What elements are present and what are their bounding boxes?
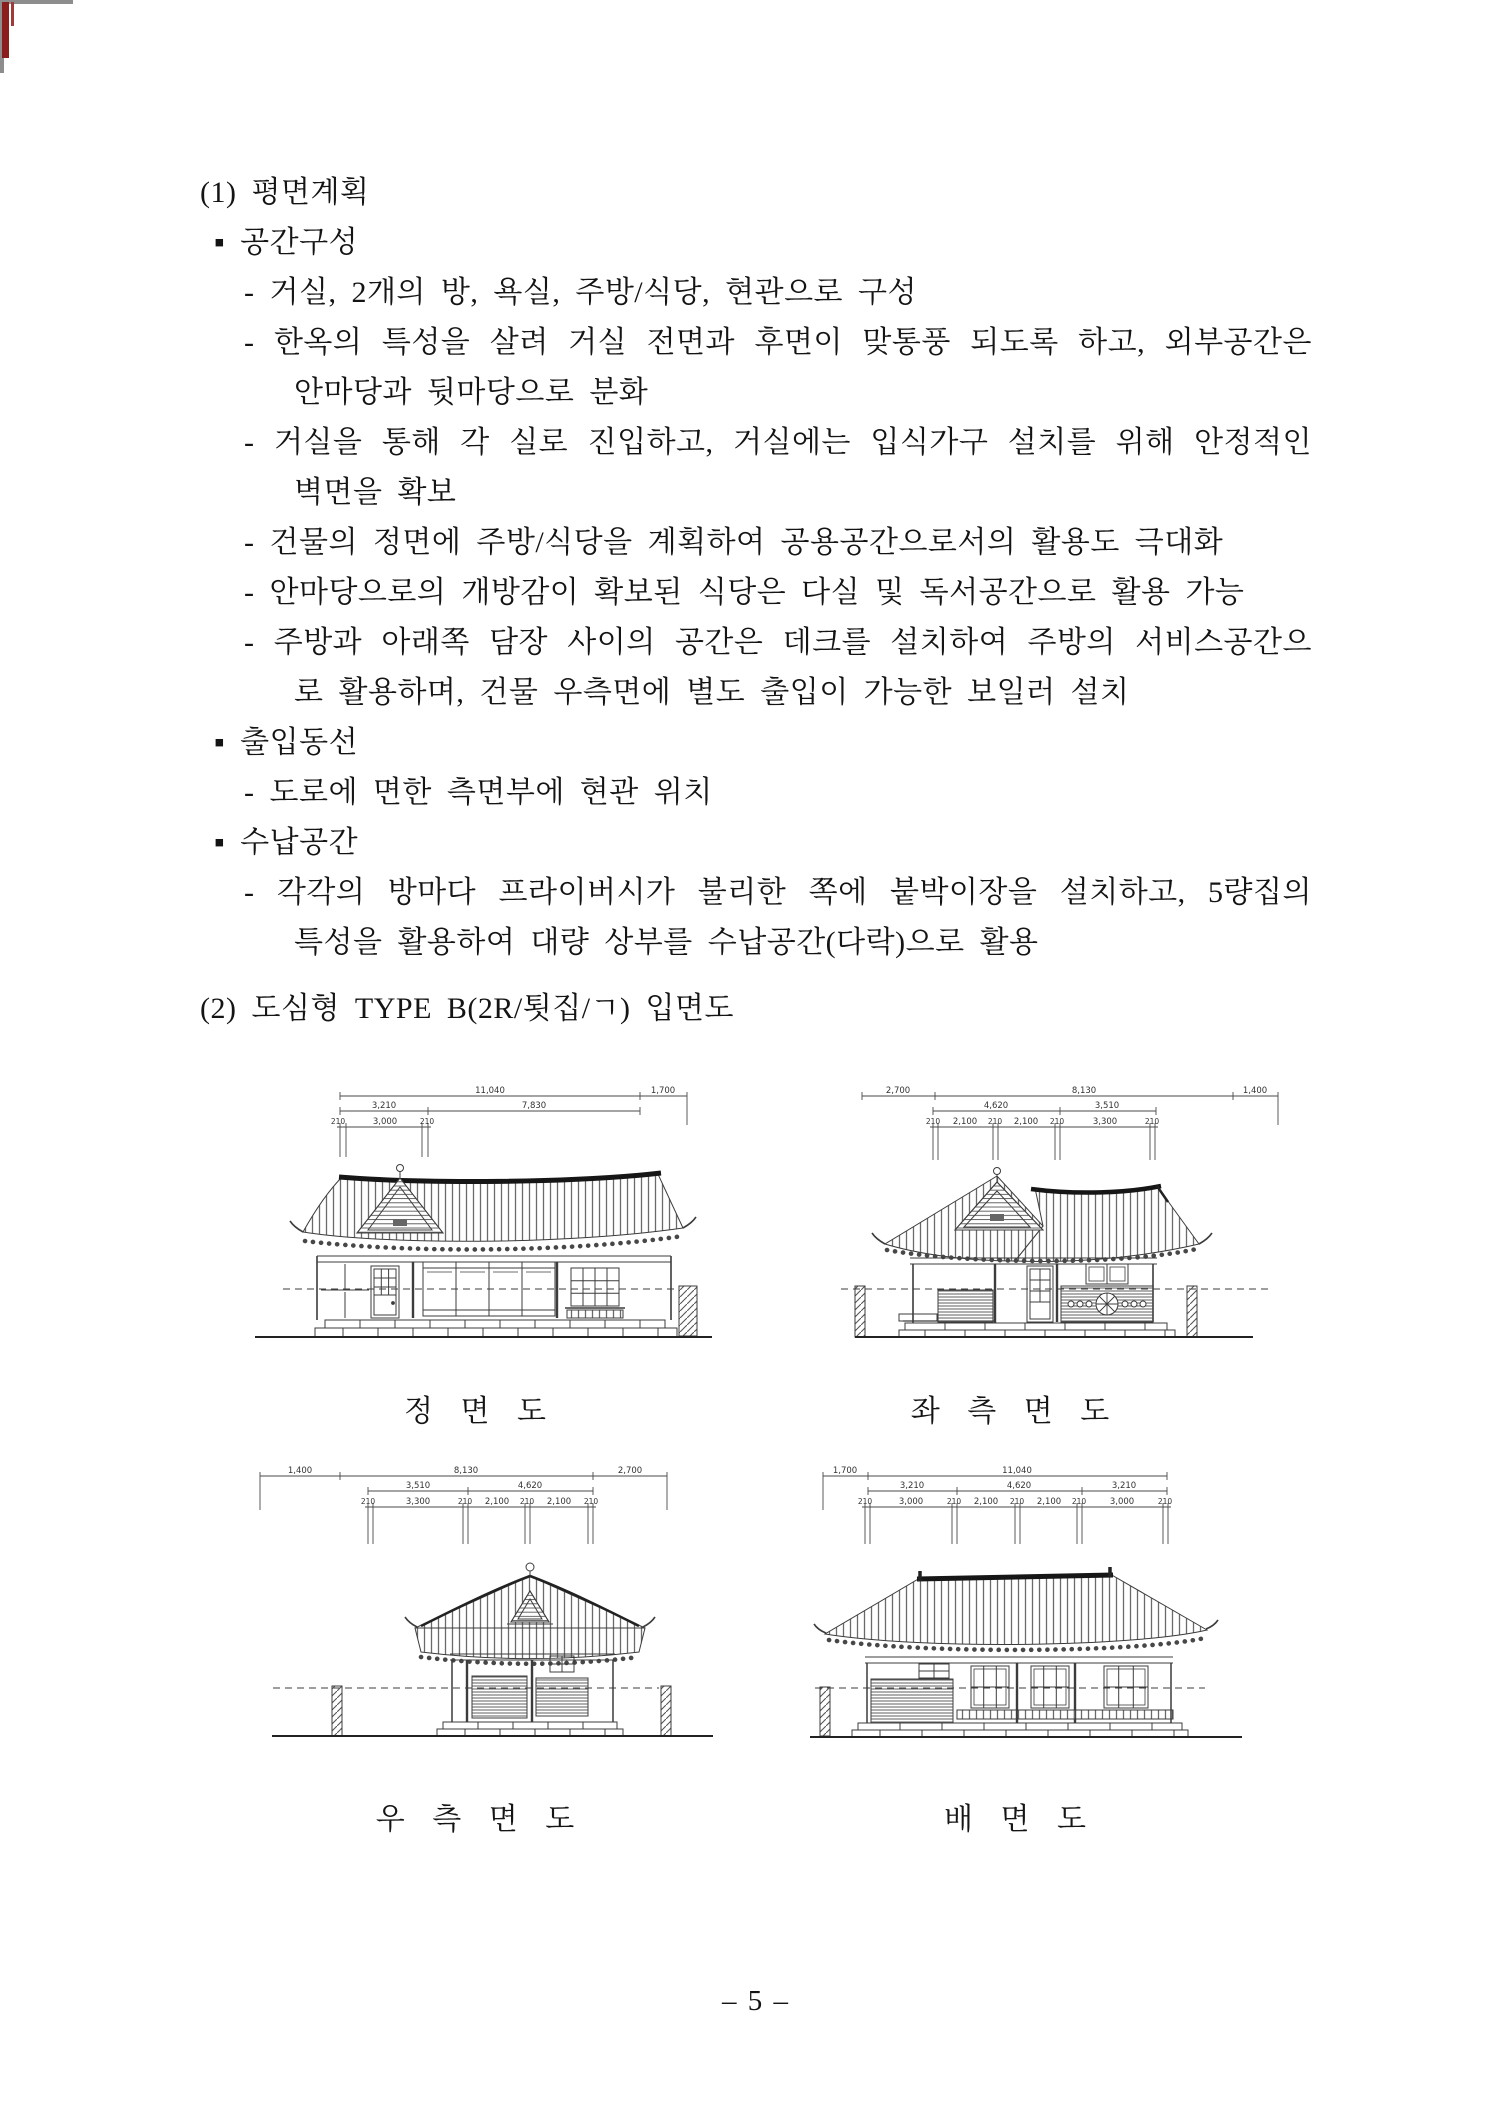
section-2-heading: (2) 도심형 TYPE B(2R/툇집/ㄱ) 입면도 xyxy=(200,992,734,1025)
dim-label: 8,130 xyxy=(453,1466,479,1476)
dim-label: 2,100 xyxy=(973,1497,999,1507)
dimension-labels xyxy=(886,1086,1267,1127)
porch-bench xyxy=(899,1314,937,1321)
dim-label: 2,100 xyxy=(1036,1497,1062,1507)
body-line: - 한옥의 특성을 살려 거실 전면과 후면이 맞통풍 되도록 하고, 외부공간은 xyxy=(244,326,1312,359)
lattice-window xyxy=(1104,1666,1148,1708)
scan-artifact-red-mark xyxy=(2,2,9,58)
dim-label: 210 xyxy=(1049,1117,1065,1126)
dim-label: 210 xyxy=(925,1117,941,1126)
dim-label: 8,130 xyxy=(1071,1086,1097,1096)
dim-label: 210 xyxy=(1009,1497,1025,1506)
fence-post xyxy=(661,1686,671,1736)
dim-label: 2,100 xyxy=(1013,1117,1039,1127)
hanok-building xyxy=(841,1168,1271,1338)
hanok-building xyxy=(255,1165,712,1338)
figure-caption: 배 면 도 xyxy=(944,1803,1096,1836)
text-block xyxy=(200,168,1312,1034)
dim-label: 3,000 xyxy=(372,1117,398,1127)
dim-label: 1,400 xyxy=(1242,1086,1268,1096)
fence-post xyxy=(855,1286,865,1337)
roof-main xyxy=(1015,1186,1199,1261)
dim-label: 4,620 xyxy=(983,1101,1009,1111)
wall-and-openings xyxy=(317,1256,671,1320)
dim-label: 210 xyxy=(330,1117,346,1126)
body-line: 벽면을 확보 xyxy=(294,476,457,509)
roof-finial xyxy=(526,1563,534,1571)
dim-label: 2,100 xyxy=(484,1497,510,1507)
brick-wall xyxy=(536,1678,588,1716)
base-foundation xyxy=(315,1320,677,1337)
dim-label: 210 xyxy=(946,1497,962,1506)
wall-panels xyxy=(321,1264,369,1318)
dim-label: 1,700 xyxy=(832,1466,858,1476)
dim-label: 2,100 xyxy=(952,1117,978,1127)
dim-label: 4,620 xyxy=(517,1481,543,1491)
gable-finial xyxy=(397,1165,404,1172)
dim-label: 3,210 xyxy=(899,1481,925,1491)
dim-label: 4,620 xyxy=(1006,1481,1032,1491)
roof xyxy=(825,1574,1207,1645)
bullet-space-composition: ▪ 공간구성 xyxy=(214,226,359,259)
lattice-window xyxy=(1031,1666,1069,1708)
brick-wall xyxy=(472,1676,527,1718)
body-line: - 안마당으로의 개방감이 확보된 식당은 다실 및 독서공간으로 활용 가능 xyxy=(244,576,1245,609)
hanok-building xyxy=(272,1563,713,1736)
elevation-figures xyxy=(0,1075,1500,1955)
figure-caption: 좌 측 면 도 xyxy=(910,1395,1120,1428)
figure-rear-elevation xyxy=(805,1460,1335,1838)
dim-label: 1,400 xyxy=(287,1466,313,1476)
dim-label: 210 xyxy=(1071,1497,1087,1506)
dim-label: 11,040 xyxy=(475,1086,505,1096)
fence-post xyxy=(679,1286,697,1336)
body-line: 특성을 활용하여 대량 상부를 수납공간(다락)으로 활용 xyxy=(294,926,1039,959)
base-foundation xyxy=(437,1722,623,1736)
body-line: - 주방과 아래쪽 담장 사이의 공간은 데크를 설치하여 주방의 서비스공간으 xyxy=(244,626,1312,659)
entrance-door xyxy=(371,1266,399,1318)
ornamental-flower-wall xyxy=(1061,1286,1153,1322)
fence-post xyxy=(332,1686,342,1736)
fence-post xyxy=(1187,1286,1197,1337)
figure-caption: 정 면 도 xyxy=(404,1395,556,1428)
rear-elevation-drawing xyxy=(805,1460,1335,1790)
dim-label: 210 xyxy=(1157,1497,1173,1506)
figure-right-elevation xyxy=(225,1460,735,1838)
dim-label: 3,000 xyxy=(1109,1497,1135,1507)
hanok-building xyxy=(810,1567,1242,1737)
dim-label: 11,040 xyxy=(1002,1466,1032,1476)
right-elevation-drawing xyxy=(225,1460,735,1790)
window-pair xyxy=(1086,1264,1128,1284)
dimension-labels xyxy=(288,1466,642,1507)
body-line: - 도로에 면한 측면부에 현관 위치 xyxy=(244,776,713,809)
dimension-lines xyxy=(260,1472,667,1544)
scan-artifact-red-mark xyxy=(11,2,14,26)
lattice-window xyxy=(565,1268,625,1318)
front-elevation-drawing xyxy=(225,1080,735,1382)
dim-label: 2,700 xyxy=(617,1466,643,1476)
brick-wall xyxy=(871,1679,953,1723)
lattice-window xyxy=(971,1666,1009,1708)
dim-label: 2,100 xyxy=(546,1497,572,1507)
body-line: - 각각의 방마다 프라이버시가 불리한 쪽에 붙박이장을 설치하고, 5량집의 xyxy=(244,876,1312,909)
dim-label: 3,510 xyxy=(1094,1101,1120,1111)
brick-wall xyxy=(938,1290,993,1322)
small-window xyxy=(919,1664,949,1678)
left-elevation-drawing xyxy=(805,1080,1325,1382)
dim-label: 3,300 xyxy=(405,1497,431,1507)
dim-label: 210 xyxy=(1144,1117,1160,1126)
figure-caption: 우 측 면 도 xyxy=(375,1803,585,1836)
wall-and-openings xyxy=(899,1258,1157,1323)
bullet-entry-circulation: ▪ 출입동선 xyxy=(214,726,359,759)
dim-label: 210 xyxy=(457,1497,473,1506)
dimension-labels xyxy=(833,1466,1173,1507)
figure-front-elevation xyxy=(225,1080,735,1430)
gable-finial xyxy=(994,1168,1001,1175)
dim-label: 210 xyxy=(419,1117,435,1126)
bullet-storage-space: ▪ 수납공간 xyxy=(214,826,359,859)
wall-and-openings xyxy=(865,1657,1173,1723)
dim-label: 210 xyxy=(360,1497,376,1506)
fence-post xyxy=(820,1687,830,1736)
section-1-heading: (1) 평면계획 xyxy=(200,176,370,209)
dimension-labels xyxy=(331,1086,675,1127)
slat-band xyxy=(957,1710,1173,1719)
base-foundation xyxy=(852,1723,1188,1737)
body-line: - 건물의 정면에 주방/식당을 계획하여 공용공간으로서의 활용도 극대화 xyxy=(244,526,1224,559)
dim-label: 3,300 xyxy=(1092,1117,1118,1127)
base-foundation xyxy=(899,1323,1175,1337)
dim-label: 210 xyxy=(583,1497,599,1506)
figure-left-elevation xyxy=(805,1080,1325,1430)
dim-label: 210 xyxy=(519,1497,535,1506)
dim-label: 3,000 xyxy=(898,1497,924,1507)
glass-door xyxy=(1027,1266,1053,1322)
dim-label: 7,830 xyxy=(521,1101,547,1111)
body-line: - 거실을 통해 각 실로 진입하고, 거실에는 입식가구 설치를 위해 안정적인 xyxy=(244,426,1312,459)
dimension-lines xyxy=(862,1092,1278,1160)
dim-label: 3,210 xyxy=(1111,1481,1137,1491)
dim-label: 3,510 xyxy=(405,1481,431,1491)
dim-label: 1,700 xyxy=(650,1086,676,1096)
body-line: 안마당과 뒷마당으로 분화 xyxy=(294,376,649,409)
body-line: 로 활용하며, 건물 우측면에 별도 출입이 가능한 보일러 설치 xyxy=(294,676,1130,709)
dim-label: 2,700 xyxy=(885,1086,911,1096)
page-number: – 5 – xyxy=(722,1985,790,2017)
dim-label: 210 xyxy=(987,1117,1003,1126)
body-line: - 거실, 2개의 방, 욕실, 주방/식당, 현관으로 구성 xyxy=(244,276,917,309)
dim-label: 3,210 xyxy=(371,1101,397,1111)
dim-label: 210 xyxy=(857,1497,873,1506)
